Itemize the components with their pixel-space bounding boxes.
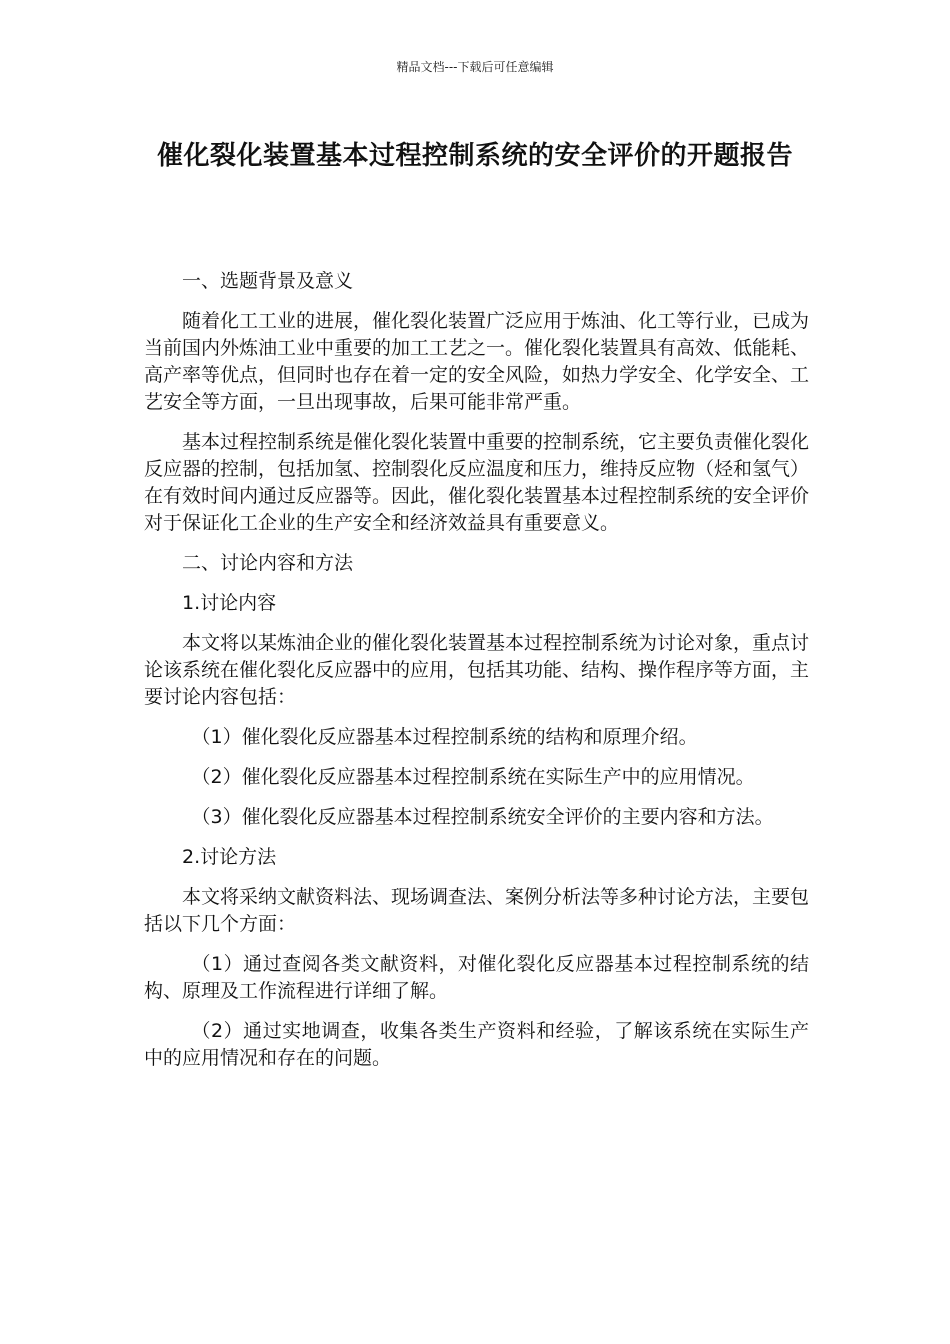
- paragraph-content-intro: 本文将以某炼油企业的催化裂化装置基本过程控制系统为讨论对象，重点讨论该系统在催化裂化反应器中的应用，包括其功能、结构、操作程序等方面，主要讨论内容包括：: [144, 632, 810, 708]
- subheading-methods: 2.讨论方法: [182, 846, 277, 868]
- content-list-item: （1）催化裂化反应器基本过程控制系统的结构和原理介绍。: [191, 726, 698, 748]
- section-heading-background: 一、选题背景及意义: [182, 270, 354, 292]
- method-list-item: （2）通过实地调查，收集各类生产资料和经验，了解该系统在实际生产中的应用情况和存在的问题。: [144, 1020, 809, 1069]
- method-list-item: （1）通过查阅各类文献资料，对催化裂化反应器基本过程控制系统的结构、原理及工作流程进行详细了解。: [144, 953, 809, 1002]
- section-heading-content-methods: 二、讨论内容和方法: [182, 552, 354, 574]
- header-note: 精品文档---下载后可任意编辑: [396, 60, 554, 74]
- paragraph-background-2: 基本过程控制系统是催化裂化装置中重要的控制系统，它主要负责催化裂化反应器的控制，包括加氢、控制裂化反应温度和压力，维持反应物（烃和氢气）在有效时间内通过反应器等。因此，催化裂化装置基本过程控制系统的安全评价对于保证化工企业的生产安全和经济效益具有重要意义。: [144, 431, 810, 534]
- document-title: 催化裂化装置基本过程控制系统的安全评价的开题报告: [156, 141, 793, 171]
- content-list-item: （2）催化裂化反应器基本过程控制系统在实际生产中的应用情况。: [191, 766, 755, 788]
- paragraph-background-1: 随着化工工业的进展，催化裂化装置广泛应用于炼油、化工等行业，已成为当前国内外炼油工业中重要的加工工艺之一。催化裂化装置具有高效、低能耗、高产率等优点，但同时也存在着一定的安全风险，如热力学安全、化学安全、工艺安全等方面，一旦出现事故，后果可能非常严重。: [144, 310, 810, 413]
- subheading-content: 1.讨论内容: [182, 592, 277, 614]
- paragraph-methods-intro: 本文将采纳文献资料法、现场调查法、案例分析法等多种讨论方法，主要包括以下几个方面：: [144, 886, 810, 935]
- content-list-item: （3）催化裂化反应器基本过程控制系统安全评价的主要内容和方法。: [191, 806, 774, 828]
- document-body: [144, 268, 809, 1085]
